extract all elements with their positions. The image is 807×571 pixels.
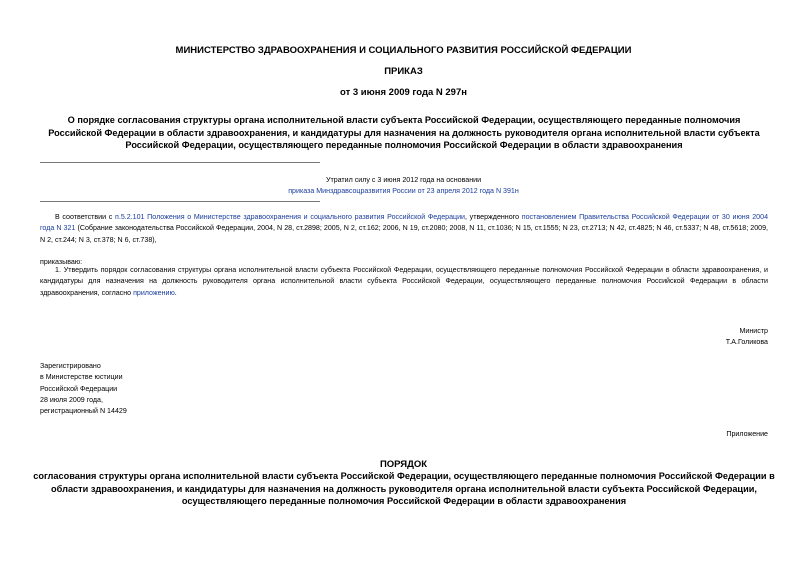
registration-line: в Министерстве юстиции bbox=[40, 373, 123, 382]
divider-top bbox=[40, 162, 320, 163]
registration-line: Российской Федерации bbox=[40, 384, 118, 393]
registration-line: регистрационный N 14429 bbox=[40, 407, 127, 416]
appendix-title: ПОРЯДОК bbox=[379, 459, 428, 470]
appendix-subtitle: согласования структуры органа исполнительной власти субъекта Российской Федерации, осуществляющего переданные полномочия Российской Федерации в области здравоохранения, и кандидатуры для назначения на должность руководителя органа исполнительной власти субъекта Российской Федерации, осуществляющего переданные полномочия Российской Федерации в области здравоохранения bbox=[33, 471, 775, 506]
signature bbox=[540, 326, 768, 349]
doc-type: ПРИКАЗ bbox=[384, 66, 423, 77]
divider-bottom bbox=[40, 201, 320, 202]
doc-title: О порядке согласования структуры органа исполнительной власти субъекта Российской Федерации, осуществляющего переданные полномочия Российской Федерации в области здравоохранения, и кандидатуры для назначения на должность руководителя органа исполнительной власти субъекта Российской Федерации, осуществляющего переданные полномочия Российской Федерации в области здравоохранения bbox=[48, 115, 760, 150]
signature-name: Т.А.Голикова bbox=[725, 338, 768, 347]
preamble-text-2: , утвержденного bbox=[465, 213, 522, 221]
doc-date-number: от 3 июня 2009 года N 297н bbox=[340, 87, 467, 98]
order-word: приказываю: bbox=[40, 258, 83, 266]
item-1 bbox=[40, 265, 768, 299]
registration-line: Зарегистрировано bbox=[40, 362, 101, 370]
appendix-label: Приложение bbox=[726, 430, 768, 438]
ministry-heading: МИНИСТЕРСТВО ЗДРАВООХРАНЕНИЯ И СОЦИАЛЬНОГО РАЗВИТИЯ РОССИЙСКОЙ ФЕДЕРАЦИИ bbox=[175, 45, 632, 56]
resolution-link[interactable]: постановлением Правительства Российской Федерации от 30 июня 2004 года N 321 bbox=[40, 213, 769, 233]
preamble-text-1: В соответствии с bbox=[55, 213, 116, 221]
status-link[interactable]: приказа Минздравсоцразвития России от 23 апреля 2012 года N 391н bbox=[288, 187, 519, 196]
preamble bbox=[40, 212, 768, 246]
signature-position: Министр bbox=[739, 327, 768, 335]
regulation-link[interactable]: п.5.2.101 Положения о Министерстве здравоохранения и социального развития Российской Федерации bbox=[115, 213, 466, 221]
status-line: Утратил силу с 3 июня 2012 года на основании bbox=[325, 176, 482, 184]
registration-line: 28 июля 2009 года, bbox=[40, 395, 103, 404]
item-1-text: 1. Утвердить порядок согласования структуры органа исполнительной власти субъекта Российской Федерации, осуществляющего переданные полномочия Российской Федерации в области здравоохранения, и кандидатуры для назначения на должность руководителя органа исполнительной власти субъекта Российской Федерации, осуществляющего переданные полномочия Российской Федерации в области здравоохранения, согласно bbox=[40, 266, 768, 297]
appendix-link[interactable]: приложению bbox=[133, 288, 175, 297]
preamble-text-3: (Собрание законодательства Российской Федерации, 2004, N 28, ст.2898; 2005, N 2, ст.162; 2006, N 19, ст.2080; 2008, N 11, ст.1036; N 15, ст.1555; N 23, ст.2713; N 42, ст.4825; N 46, ст.5337; N 48, ст.5618; 2009, N 2, ст.244; N 3, ст.378; N 6, ст.738), bbox=[40, 224, 768, 244]
item-1-end: . bbox=[174, 288, 177, 297]
registration-block bbox=[40, 361, 300, 417]
status-note bbox=[0, 175, 807, 198]
